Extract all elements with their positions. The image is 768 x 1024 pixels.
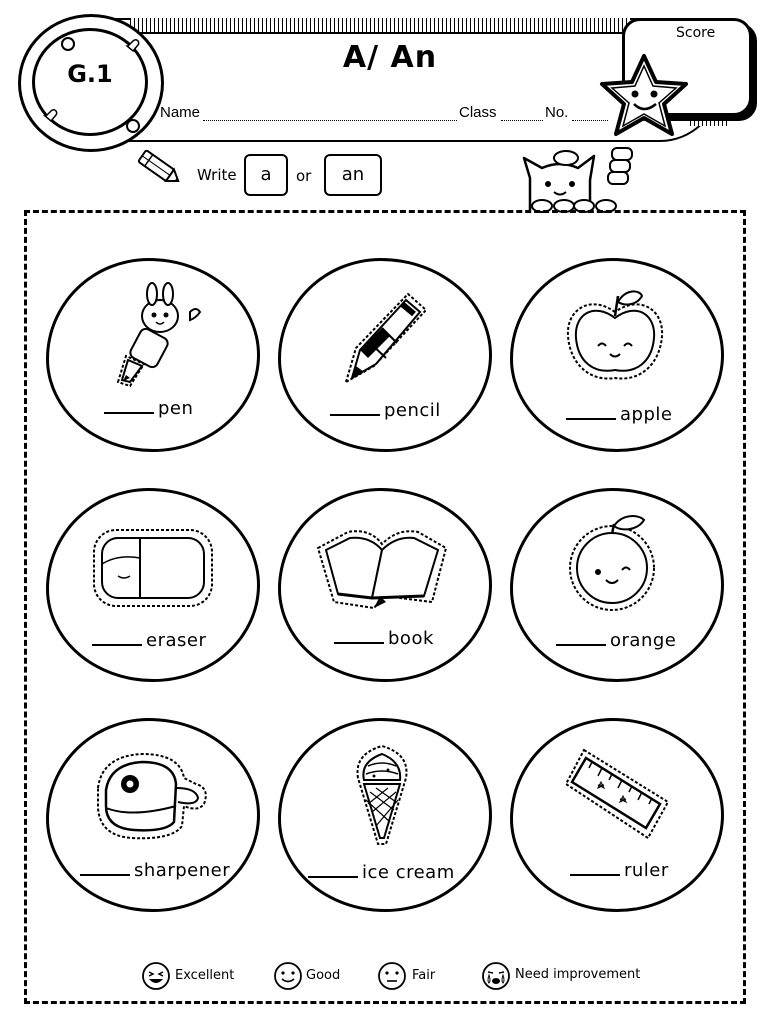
answer-blank[interactable] xyxy=(334,628,384,644)
class-label: Class xyxy=(459,104,497,121)
apple-icon xyxy=(560,282,670,388)
ruler-icon xyxy=(562,744,672,842)
legend-excellent: Excellent xyxy=(175,968,235,983)
answer-ice-cream[interactable] xyxy=(308,862,455,883)
item-word: apple xyxy=(620,404,673,425)
pencil-drawing-icon xyxy=(336,286,426,388)
option-a-box: a xyxy=(244,154,288,196)
header-hatch-border xyxy=(130,18,630,34)
item-word: ice cream xyxy=(362,862,455,883)
item-word: orange xyxy=(610,630,677,651)
instruction-or: or xyxy=(296,167,312,185)
item-word: sharpener xyxy=(134,860,231,881)
answer-book[interactable] xyxy=(334,628,434,649)
eraser-icon xyxy=(90,524,216,610)
book-icon xyxy=(314,522,450,612)
answer-blank[interactable] xyxy=(80,860,130,876)
answer-eraser[interactable] xyxy=(92,630,206,651)
answer-ruler[interactable] xyxy=(570,860,669,881)
class-field[interactable] xyxy=(501,106,543,121)
item-word: pen xyxy=(158,398,194,419)
smiling-face-icon xyxy=(272,960,304,992)
number-label: No. xyxy=(545,104,569,121)
item-word: ruler xyxy=(624,860,669,881)
page-title: A/ An xyxy=(342,40,438,75)
neutral-face-icon xyxy=(376,960,408,992)
answer-sharpener[interactable] xyxy=(80,860,230,881)
name-field[interactable] xyxy=(203,106,457,121)
pen-icon xyxy=(104,282,208,392)
cat-mascot-icon xyxy=(520,144,644,214)
answer-blank[interactable] xyxy=(104,398,154,414)
answer-pen[interactable] xyxy=(104,398,193,419)
laughing-face-icon xyxy=(140,960,172,992)
orange-icon xyxy=(560,510,670,612)
crying-face-icon xyxy=(480,960,512,992)
answer-blank[interactable] xyxy=(570,860,620,876)
score-label: Score xyxy=(676,25,716,41)
answer-blank[interactable] xyxy=(566,404,616,420)
answer-blank[interactable] xyxy=(92,630,142,646)
grade-label: G.1 xyxy=(67,60,113,88)
answer-blank[interactable] xyxy=(308,862,358,878)
pencil-icon xyxy=(136,148,186,190)
ice-cream-icon xyxy=(344,740,420,848)
legend-fair: Fair xyxy=(412,968,436,983)
option-an-box: an xyxy=(324,154,382,196)
name-label: Name xyxy=(160,104,201,121)
answer-blank[interactable] xyxy=(330,400,380,416)
item-word: eraser xyxy=(146,630,207,651)
legend-need-improvement: Need improvement xyxy=(515,967,641,982)
answer-orange[interactable] xyxy=(556,630,676,651)
answer-pencil[interactable] xyxy=(330,400,441,421)
item-word: pencil xyxy=(384,400,441,421)
item-word: book xyxy=(388,628,434,649)
answer-apple[interactable] xyxy=(566,404,672,425)
legend-good: Good xyxy=(306,968,341,983)
sharpener-icon xyxy=(92,748,216,844)
instruction-write: Write xyxy=(197,166,237,184)
star-mascot-icon xyxy=(596,52,692,138)
answer-blank[interactable] xyxy=(556,630,606,646)
